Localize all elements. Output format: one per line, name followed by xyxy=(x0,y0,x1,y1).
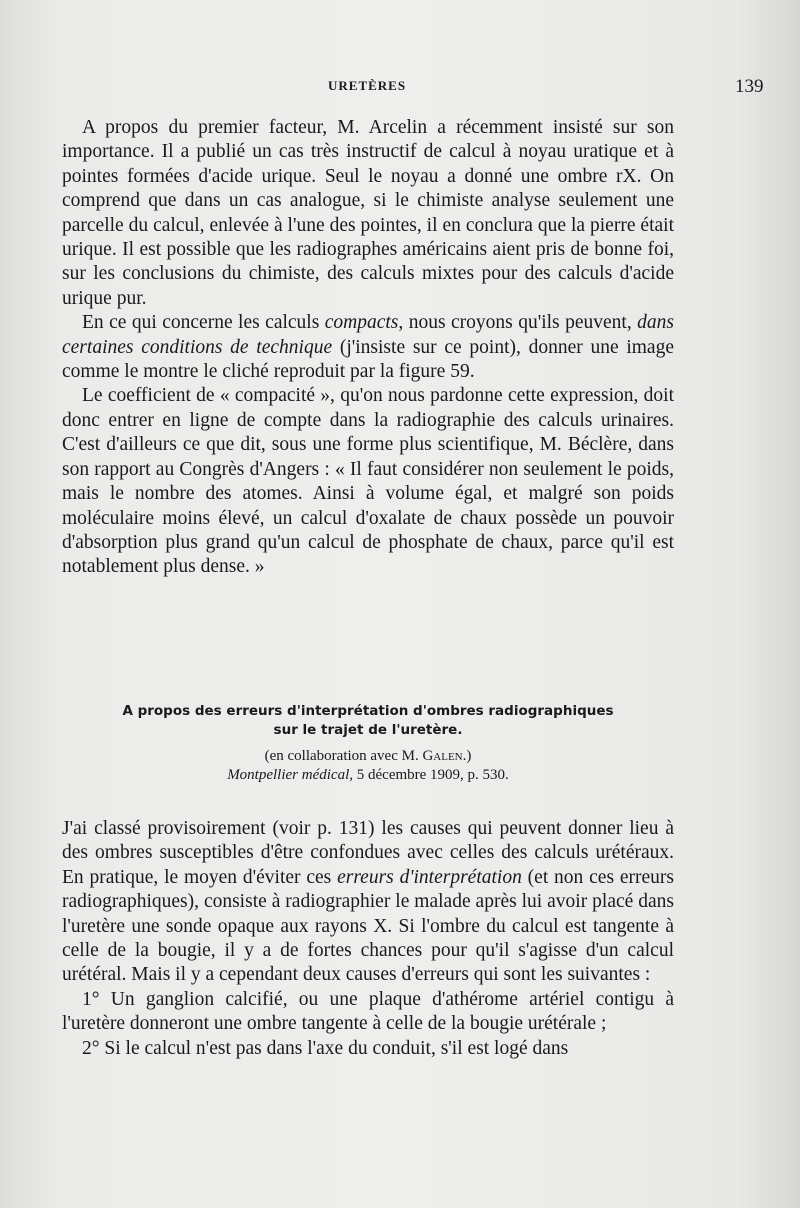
running-head xyxy=(0,78,800,98)
section-heading-line1: A propos des erreurs d'interprétation d'ombres radiographiques xyxy=(122,703,614,719)
paragraph-arcelin: A propos du premier facteur, M. Arcelin a récemment insisté sur son importance. Il a publié un cas très instructif de calcul à noyau uratique et à pointes formées d'acide urique. Seul le noyau a donné une ombre rX. On comprend que dans un cas analogue, si le chimiste analyse seulement une parcelle du calcul, enlevée à l'une des pointes, il en conclura que la pierre était urique. Il est possible que les radiographes américains aient pris de bonne foi, sur les conclusions du chimiste, des calculs mixtes pour des calculs d'acide urique pur. xyxy=(62,117,674,309)
paragraph-classification: J'ai classé provisoirement (voir p. 131) les causes qui peuvent donner lieu à des ombres susceptibles d'être confondues avec celles des calculs urétéraux. En pratique, le moyen d'éviter ces erreurs d'interprétation (et non ces erreurs radiographiques), consiste à radiographier le malade après lui avoir placé dans l'uretère une sonde opaque aux rayons X. Si l'ombre du calcul est tangente à celle de la bougie, il y a de fortes chances pour qu'il s'agisse d'un calcul urétéral. Mais il y a cependant deux causes d'erreurs qui sont les suivantes : xyxy=(62,818,674,986)
paragraph-compacts: En ce qui concerne les calculs compacts, nous croyons qu'ils peuvent, dans certaines conditions de technique (j'insiste sur ce point), donner une image comme le montre le cliché reproduit par la figure 59. xyxy=(62,312,674,383)
paragraph-cause-1: 1° Un ganglion calcifié, ou une plaque d'athérome artériel contigu à l'uretère donneront une ombre tangente à celle de la bougie urétérale ; xyxy=(62,988,674,1035)
running-head-title: URETÈRES xyxy=(328,78,407,93)
collaboration-note: (en collaboration avec M. Galen.) xyxy=(264,748,472,764)
page-number: 139 xyxy=(735,76,764,97)
body-text-bottom xyxy=(62,817,674,1061)
journal-name: Montpellier médical xyxy=(227,767,350,783)
section-header xyxy=(62,702,674,785)
body-text-top xyxy=(62,116,674,580)
paragraph-cause-2: 2° Si le calcul n'est pas dans l'axe du conduit, s'il est logé dans xyxy=(82,1037,569,1059)
paragraph-compacite: Le coefficient de « compacité », qu'on nous pardonne cette expression, doit donc entrer en ligne de compte dans la radiographie des calculs urinaires. C'est d'ailleurs ce que dit, sous une forme plus scientifique, M. Béclère, dans son rapport au Congrès d'Angers : « Il faut considérer non seulement le poids, mais le nombre des atomes. Ainsi à volume égal, et malgré son poids moléculaire moins élevé, un calcul d'oxalate de chaux possède un pouvoir d'absorption plus grand qu'un calcul de phosphate de chaux, parce qu'il est notablement plus dense. » xyxy=(62,385,674,578)
section-heading-line2: sur le trajet de l'uretère. xyxy=(273,722,463,738)
collaborator-name: Galen xyxy=(422,748,463,764)
source-citation: Montpellier médical, 5 décembre 1909, p. 530. xyxy=(227,767,509,783)
